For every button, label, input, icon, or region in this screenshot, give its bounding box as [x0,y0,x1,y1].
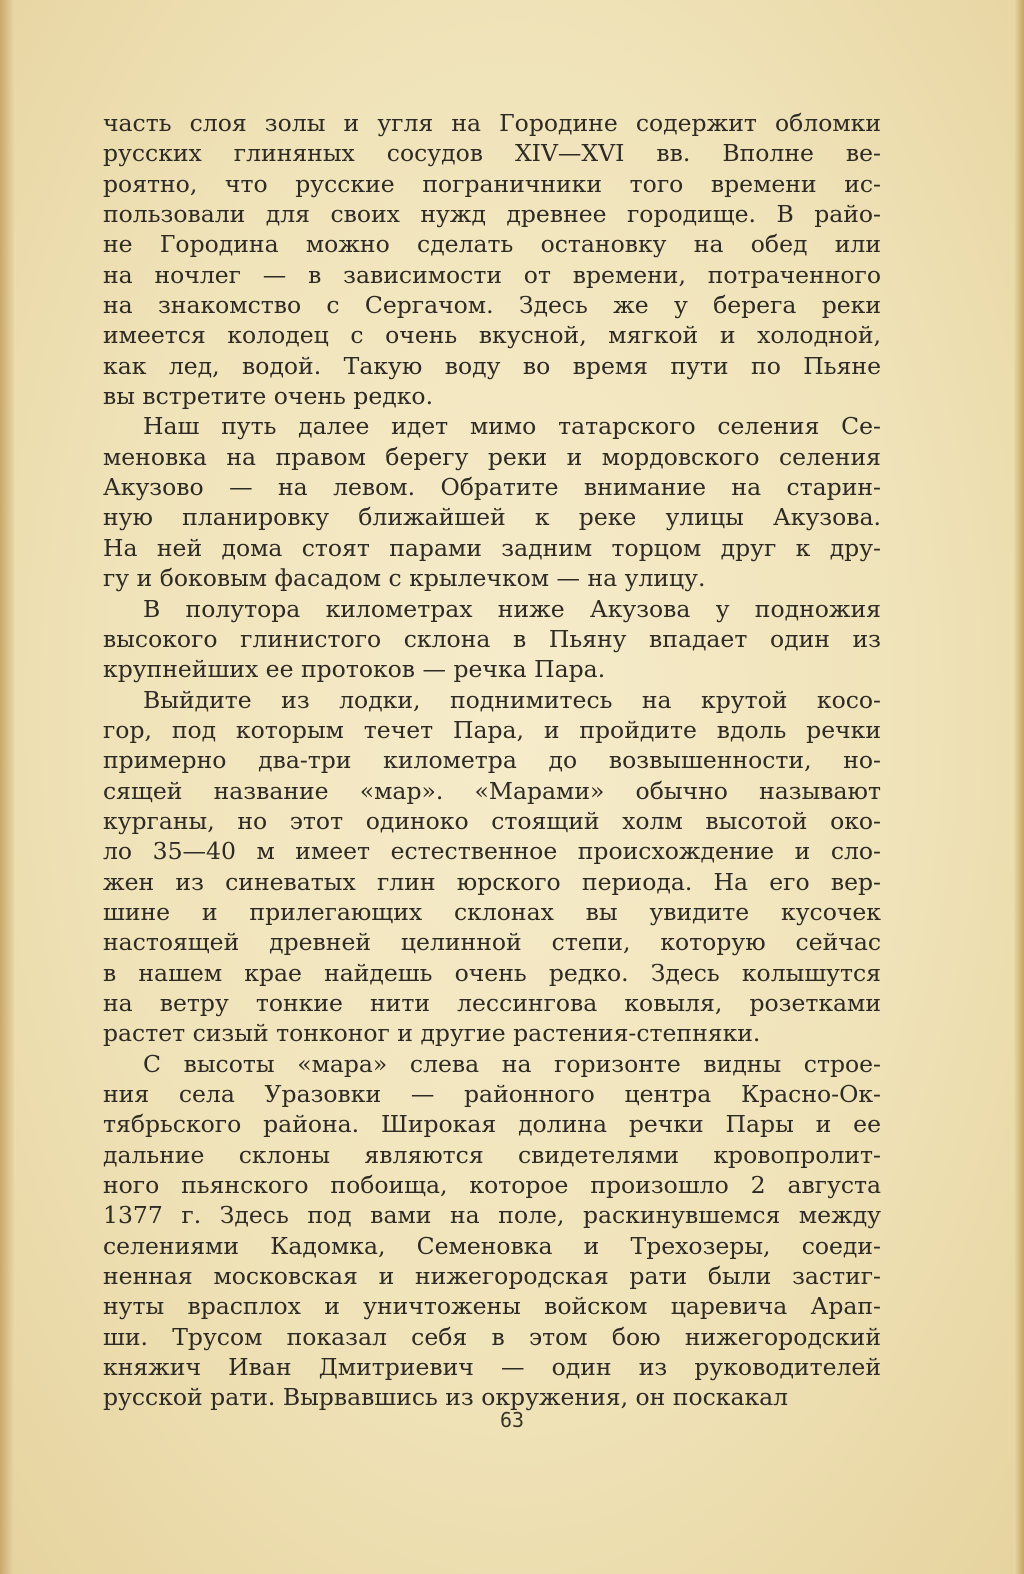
text-line: вы встретите очень редко. [103,382,434,411]
page-number: 63 [499,1408,525,1432]
paragraph [103,411,881,593]
text-line: имеется колодец с очень вкусной, мягкой и холодной, [103,321,881,350]
text-line: крупнейших ее протоков — речка Пара. [103,655,606,684]
text-line: шине и прилегающих склонах вы увидите кусочек [103,897,881,926]
text-line: роятно, что русские пограничники того времени ис- [103,169,881,198]
body-text [103,108,881,1413]
text-line: настоящей древней целинной степи, которую сейчас [103,928,881,957]
text-line: Наш путь далее идет мимо татарского селения Се- [143,412,881,441]
text-line: Акузово — на левом. Обратите внимание на старин- [103,473,881,502]
text-line: растет сизый тонконог и другие растения-степняки. [103,1019,761,1048]
text-line: ния села Уразовки — районного центра Красно-Ок- [103,1080,881,1108]
text-line: гор, под которым течет Пара, и пройдите вдоль речки [103,715,881,744]
text-line: жен из синеватых глин юрского периода. На его вер- [103,867,881,896]
text-line: ную планировку ближайшей к реке улицы Акузова. [103,503,881,532]
text-line: на ветру тонкие нити лессингова ковыля, розетками [103,988,881,1017]
text-line: тябрьского района. Широкая долина речки Пары и ее [103,1110,881,1139]
text-line: нуты врасплох и уничтожены войском царевича Арап- [103,1292,881,1321]
text-line: ненная московская и нижегородская рати были застиг- [103,1262,881,1291]
text-line: на знакомство с Сергачом. Здесь же у берега реки [103,291,881,320]
paragraph [103,685,881,1049]
text-line: гу и боковым фасадом с крылечком — на улицу. [103,564,706,593]
text-line: русской рати. Вырвавшись из окружения, он поскакал [103,1383,789,1412]
page-right-edge [1014,0,1024,1574]
text-line: не Городина можно сделать остановку на обед или [103,230,881,259]
text-line: дальние склоны являются свидетелями кровопролит- [103,1140,881,1169]
text-line: как лед, водой. Такую воду во время пути по Пьяне [103,351,881,380]
text-line: курганы, но этот одиноко стоящий холм высотой око- [103,806,881,835]
page-left-edge [0,0,14,1574]
text-line: русских глиняных сосудов XIV—XVI вв. Вполне ве- [103,139,881,168]
text-line: ши. Трусом показал себя в этом бою нижегородский [103,1322,881,1351]
text-line: меновка на правом берегу реки и мордовского селения [103,442,881,471]
text-line: в нашем крае найдешь очень редко. Здесь колышутся [103,958,881,987]
text-line: часть слоя золы и угля на Городине содержит обломки [103,109,881,137]
text-line: селениями Кадомка, Семеновка и Трехозеры, соеди- [103,1231,881,1260]
text-line: княжич Иван Дмитриевич — один из руководителей [103,1353,881,1382]
paragraph [103,1049,881,1413]
text-line: на ночлег — в зависимости от времени, потраченного [103,260,881,289]
text-line: С высоты «мара» слева на горизонте видны строе- [143,1049,881,1078]
text-line: ло 35—40 м имеет естественное происхождение и сло- [103,837,881,866]
paragraph [103,594,881,685]
paragraph [103,108,881,411]
text-line: высокого глинистого склона в Пьяну впадает один из [103,624,881,653]
text-line: сящей название «мар». «Марами» обычно называют [103,776,881,805]
text-line: Выйдите из лодки, поднимитесь на крутой косо- [143,685,881,714]
text-line: примерно два-три километра до возвышенности, но- [103,746,881,775]
text-line: пользовали для своих нужд древнее городище. В райо- [103,200,881,229]
text-line: ного пьянского побоища, которое произошло 2 августа [103,1171,881,1200]
text-line: В полутора километрах ниже Акузова у подножия [143,594,881,623]
text-line: На ней дома стоят парами задним торцом друг к дру- [103,533,881,562]
text-line: 1377 г. Здесь под вами на поле, раскинувшемся между [103,1201,881,1230]
